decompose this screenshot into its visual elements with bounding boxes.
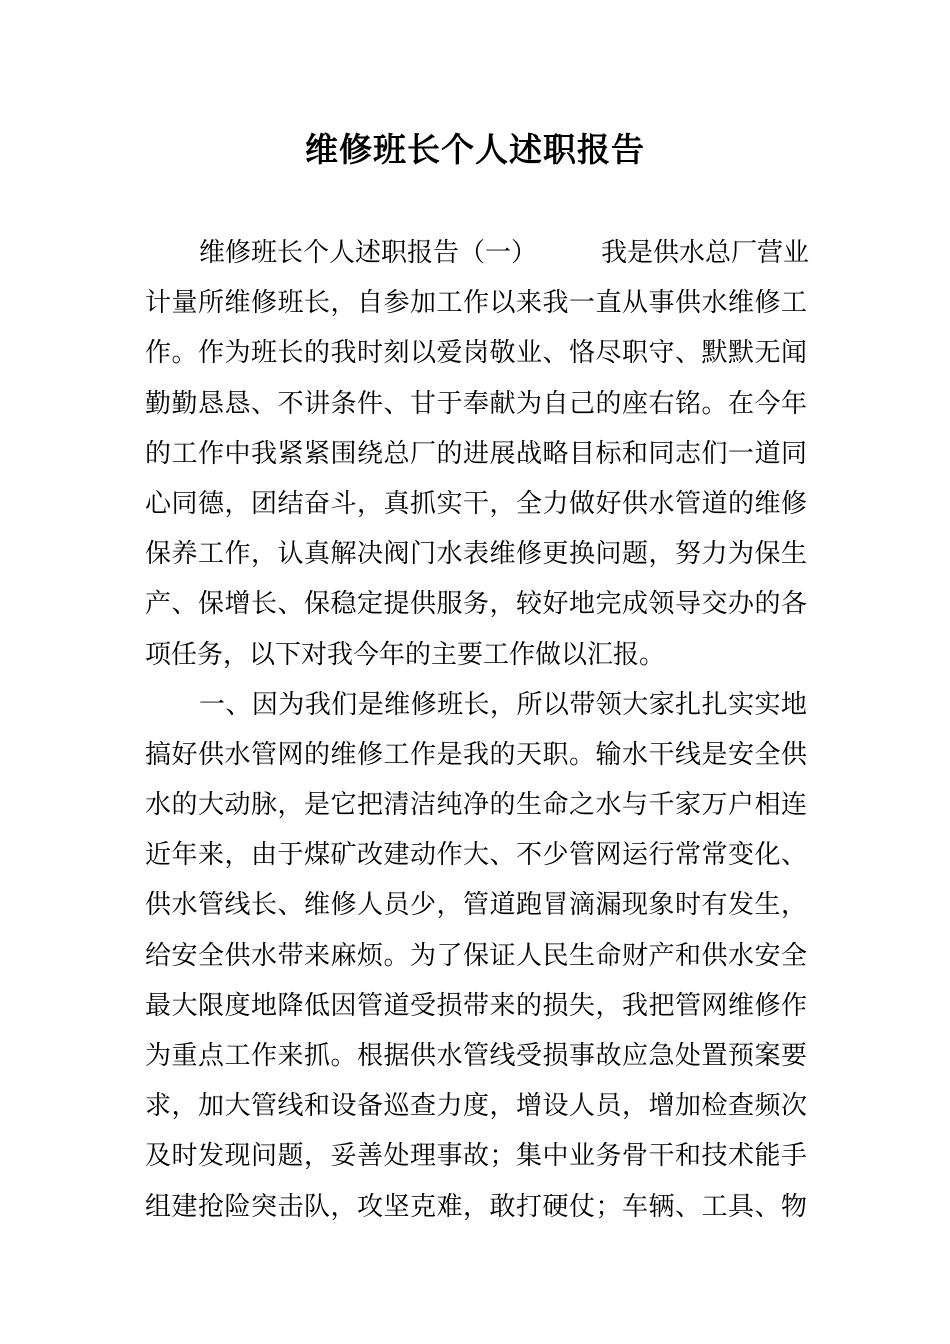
paragraph-line: 水的大动脉，是它把清洁纯净的生命之水与千家万户相连 bbox=[145, 790, 807, 821]
paragraph-line: 供水管线长、维修人员少，管道跑冒滴漏现象时有发生， bbox=[145, 890, 807, 921]
paragraph-line: 近年来，由于煤矿改建动作大、不少管网运行常常变化、 bbox=[145, 840, 807, 871]
paragraph-line: 给安全供水带来麻烦。为了保证人民生命财产和供水安全 bbox=[145, 940, 807, 971]
paragraph-line: 作。作为班长的我时刻以爱岗敬业、恪尽职守、默默无闻 bbox=[145, 338, 807, 369]
paragraph-line: 勤勤恳恳、不讲条件、甘于奉献为自己的座右铭。在今年 bbox=[145, 388, 807, 419]
paragraph-line: 产、保增长、保稳定提供服务，较好地完成领导交办的各 bbox=[145, 589, 807, 620]
paragraph-line bbox=[145, 228, 810, 278]
paragraph-line: 一、因为我们是维修班长，所以带领大家扎扎实实地 bbox=[199, 689, 807, 720]
paragraph-line: 计量所维修班长，自参加工作以来我一直从事供水维修工 bbox=[145, 288, 807, 319]
paragraph-text: 我是供水总厂营业 bbox=[601, 238, 810, 268]
paragraph-line: 搞好供水管网的维修工作是我的天职。输水干线是安全供 bbox=[145, 739, 807, 770]
paragraph-line: 项任务，以下对我今年的主要工作做以汇报。 bbox=[145, 639, 666, 670]
paragraph-line: 求，加大管线和设备巡查力度，增设人员，增加检查频次 bbox=[145, 1091, 807, 1122]
paragraph-line: 保养工作，认真解决阀门水表维修更换问题，努力为保生 bbox=[145, 539, 807, 570]
paragraph-line: 及时发现问题，妥善处理事故；集中业务骨干和技术能手 bbox=[145, 1141, 807, 1172]
section-heading: 维修班长个人述职报告（一） bbox=[199, 238, 538, 268]
paragraph-line: 组建抢险突击队，攻坚克难，敢打硬仗；车辆、工具、物 bbox=[145, 1191, 807, 1222]
paragraph-line: 为重点工作来抓。根据供水管线受损事故应急处置预案要 bbox=[145, 1041, 807, 1071]
paragraph-line: 的工作中我紧紧围绕总厂的进展战略目标和同志们一道同 bbox=[145, 438, 807, 469]
paragraph-line: 最大限度地降低因管道受损带来的损失，我把管网维修作 bbox=[145, 990, 807, 1021]
document-title: 维修班长个人述职报告 bbox=[305, 130, 645, 169]
paragraph-line: 心同德，团结奋斗，真抓实干，全力做好供水管道的维修 bbox=[145, 488, 807, 519]
document-body bbox=[145, 228, 810, 1232]
